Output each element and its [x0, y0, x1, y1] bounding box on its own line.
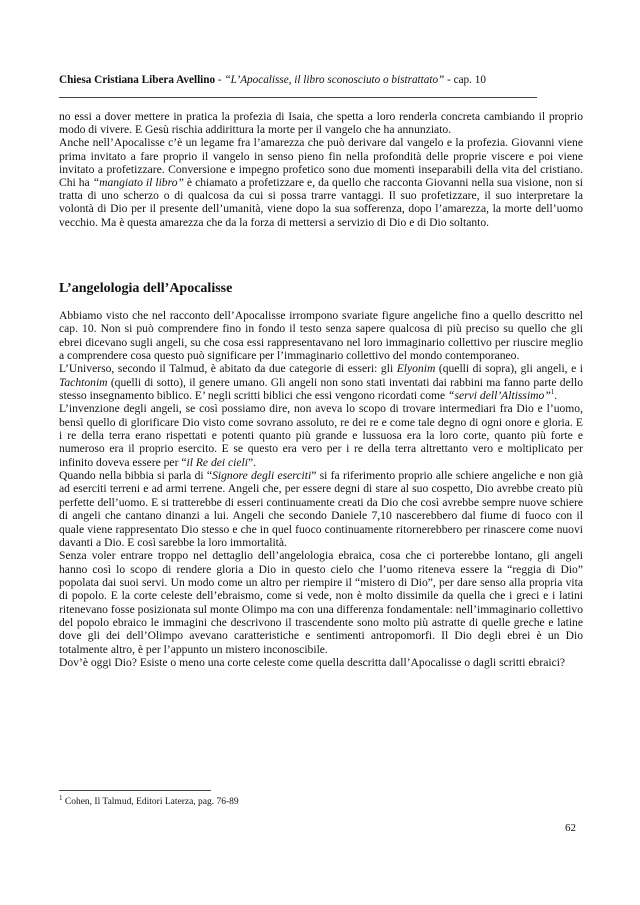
paragraph-5: Senza voler entrare troppo nel dettaglio dell’angelologia ebraica, cosa che ci porterebbe lontano, gli angeli hanno così lo scopo di rendere gloria a Dio in questo cielo che l’uomo riteneva essere la “reggia di Dio” popolata dai suoi servi. Un modo come un altro per riempire il “mistero di Dio”, per dare senso alla propria vita di popolo. E la corte celeste dell’ebraismo, come si vede, non è molto dissimile da quella che i greci e i latini ritenevano fosse posizionata sul monte Olimpo ma con una differenza fondamentale: nell’immaginario collettivo del popolo ebraico le immagini che descrivono il trascendente sono molto più astratte di quelle greche e latine dove gli dei dell’Olimpo avevano caratteristiche e sentimenti antropomorfi. Il Dio degli ebrei è un Dio totalmente altro, è per l’appunto un mistero inconoscibile.: [59, 549, 583, 656]
header-organization: Chiesa Cristiana Libera Avellino: [59, 74, 216, 86]
quote-re-dei-cieli: il Re dei cieli: [186, 455, 248, 469]
section-heading: L’angelologia dell’Apocalisse: [59, 281, 233, 296]
paragraph-3: [59, 402, 583, 469]
page-number: 62: [565, 822, 576, 834]
paragraph-6: Dov’è oggi Dio? Esiste o meno una corte celeste come quella descritta dall’Apocalisse o dagli scritti ebraici?: [59, 655, 566, 669]
text-part: .: [554, 389, 558, 403]
intro-text-part: è chiamato a profetizzare e, da quello che racconta Giovanni nella sua visione, non si tratta di uno scherzo o di qualcosa da cui si possa trarre vantaggi. Il suo profetizzare, il suo interpretare la volontà di Dio per il presente dell’umanità, viene dopo la sua sofferenza, dopo l’amarezza, la morte dell’uomo vecchio. Ma è questa amarezza che da la forza di mettersi a servizio di Dio e di Dio soltanto.: [59, 176, 583, 229]
quote-signore-degli-eserciti: Signore degli eserciti: [212, 469, 312, 483]
text-part: (quelli di sopra), gli angeli, e i: [435, 362, 583, 376]
header-separator: -: [215, 74, 225, 86]
text-part: L’invenzione degli angeli, se così possiamo dire, non aveva lo scopo di trovare intermediari fra Dio e l’uomo, bensì quello di glorificare Dio visto come sovrano assoluto, re dei re e come tale degno di ogni onore e gloria. E i re della terra erano rispettati e potenti quanto più grande e lussuosa era la loro corte, quanto più forte e numeroso era il proprio esercito. E se questo era vero per i re della terra altrettanto vero e moltiplicato per infinito doveva essere per “: [59, 402, 583, 469]
header-rule: [59, 97, 537, 98]
intro-paragraph-2: [59, 136, 583, 228]
paragraph-2: [59, 362, 583, 402]
footnote-rule: [59, 790, 211, 791]
footnote-text: Cohen, Il Talmud, Editori Laterza, pag. 76-89: [62, 797, 239, 807]
header-book-title: “L’Apocalisse, il libro sconosciuto o bistrattato”: [224, 74, 445, 86]
running-header: [59, 73, 579, 87]
paragraph-1: Abbiamo visto che nel racconto dell’Apocalisse irrompono svariate figure angeliche fino a quello descritto nel cap. 10. Non si può comprendere fino in fondo il testo senza sapere qualcosa di più preciso su quello che gli ebrei dicevano sugli angeli, su che cosa essi rappresentavano nel loro immaginario collettivo per riuscire meglio a comprendere cosa questo può significare per l’immaginario collettivo del mondo contemporaneo.: [59, 309, 583, 363]
footnote: [59, 793, 239, 808]
paragraph-4: [59, 469, 583, 549]
intro-text: [59, 110, 583, 229]
intro-paragraph-1: no essi a dover mettere in pratica la profezia di Isaia, che spetta a loro renderla concreta cambiando il proprio modo di vivere. E Gesù rischia addirittura la morte per il vangelo che ha annunziato.: [59, 110, 583, 137]
quote-servi: “servi dell’Altissimo”: [448, 389, 551, 403]
text-part: L’Universo, secondo il Talmud, è abitato da due categorie di esseri: gli: [59, 362, 397, 376]
term-tachtonim: Tachtonim: [59, 375, 108, 389]
term-elyonim: Elyonim: [396, 362, 436, 376]
section-body: [59, 309, 583, 669]
text-part: Quando nella bibbia si parla di “: [59, 469, 213, 483]
footnote-reference[interactable]: 1: [550, 388, 555, 397]
text-part: ” si fa riferimento proprio alle schiere angeliche e non già ad eserciti terreni e ad armi terrene. Angeli che, per essere degni di stare al suo cospetto, Dio avrebbe creato più perfette dell’uomo. E si tratterebbe di esseri continuamente creati da Dio che così avrebbe sempre nuove schiere di angeli che cantano dinanzi a lui. Angeli che secondo Daniele 7,10 nascerebbero dal fiume di fuoco con il quale viene rappresentato Dio stesso e che in quel fuoco continuamente ritornerebbero per rinascere come nuovi davanti a Dio. E così sarebbe la loro immortalità.: [59, 469, 583, 549]
footnote-number: 1: [59, 793, 63, 802]
intro-text-part: Anche nell’Apocalisse c’è un legame fra l’amarezza che può derivare dal vangelo e la profezia. Giovanni viene prima invitato a fare proprio il vangelo in senso pieno fin nella profondità delle proprie viscere e poi viene invitato a profetizzare. Conversione e impegno profetico sono due momenti inseparabili della vita del cristiano. Chi ha: [59, 136, 583, 190]
intro-italic-quote: “mangiato il libro”: [92, 176, 184, 190]
text-part: (quelli di sotto), il genere umano. Gli angeli non sono stati inventati dai rabbini ma fanno parte dello stesso insegnamento biblico. E’ negli scritti biblici che essi vengono ricordati come: [59, 375, 583, 403]
header-chapter: - cap. 10: [444, 74, 486, 86]
text-part: ”.: [247, 455, 257, 469]
